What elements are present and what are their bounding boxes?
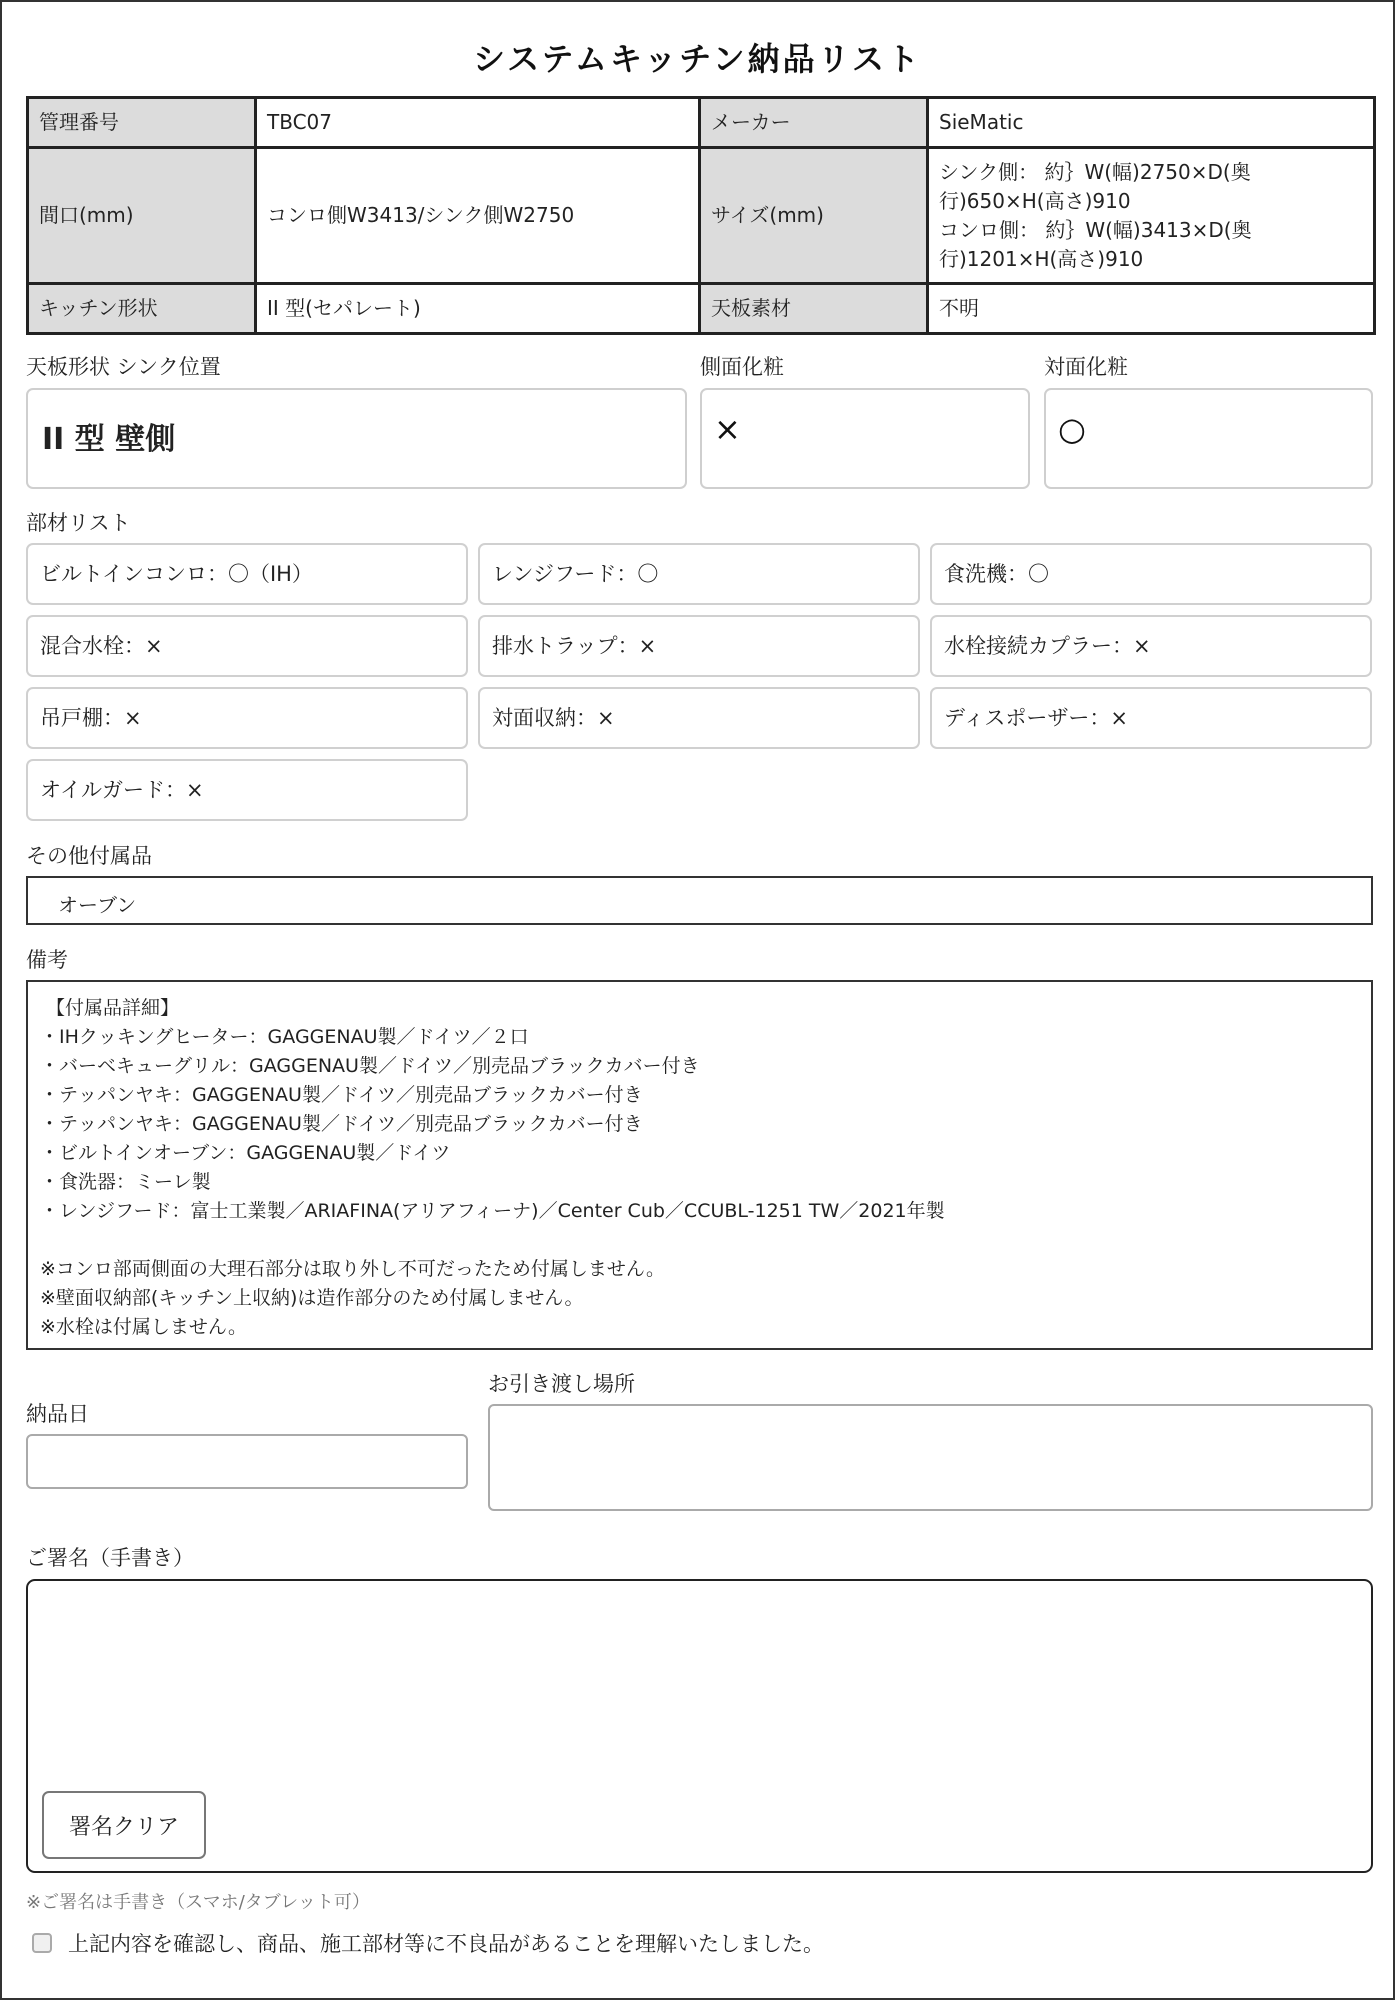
shape-label: キッチン形状 [28, 284, 256, 334]
delivery-place-input[interactable] [488, 1404, 1373, 1511]
maguchi-value: コンロ側W3413/シンク側W2750 [256, 148, 700, 284]
agreement-row[interactable] [32, 1928, 824, 1958]
agreement-checkbox[interactable] [32, 1933, 52, 1953]
part-item: 排水トラップ：× [478, 615, 920, 677]
note-line: ・ビルトインオーブン：GAGGENAU製／ドイツ [40, 1142, 451, 1164]
kanri-label: 管理番号 [28, 98, 256, 148]
part-item: 吊戸棚：× [26, 687, 468, 749]
note-line: ・レンジフード：富士工業製／ARIAFINA(アリアフィーナ)／Center Cub／CCUBL-1251 TW／2021年製 [40, 1200, 945, 1222]
accessories-label: その他付属品 [26, 844, 152, 868]
size-line: シンク側： 約｝W(幅)2750×D(奥 [939, 159, 1251, 184]
delivery-place-label: お引き渡し場所 [488, 1372, 635, 1396]
side-value: × [714, 410, 741, 448]
front-box [1044, 388, 1373, 489]
note-line [40, 1226, 1359, 1255]
part-item: 混合水栓：× [26, 615, 468, 677]
tenban-value: II 型 壁側 [42, 422, 176, 457]
shape-value: II 型(セパレート) [256, 284, 700, 334]
note-line: ・食洗器：ミーレ製 [40, 1171, 211, 1193]
info-row-shape [28, 284, 1375, 334]
clear-signature-button[interactable]: 署名クリア [42, 1791, 206, 1859]
note-line: ・バーベキューグリル：GAGGENAU製／ドイツ／別売品ブラックカバー付き [40, 1055, 700, 1077]
size-line: コンロ側： 約｝W(幅)3413×D(奥 [939, 217, 1252, 242]
info-table [26, 96, 1376, 335]
tenban-box [26, 388, 687, 489]
delivery-date-input[interactable] [26, 1434, 468, 1489]
front-label: 対面化粧 [1044, 355, 1128, 379]
signature-pad[interactable] [26, 1579, 1373, 1873]
part-item: ビルトインコンロ：〇（IH） [26, 543, 468, 605]
notes-box [26, 980, 1373, 1350]
top-material-value: 不明 [928, 284, 1375, 334]
signature-hint: ※ご署名は手書き（スマホ/タブレット可） [26, 1892, 370, 1913]
side-label: 側面化粧 [700, 355, 784, 379]
note-line: ※壁面収納部(キッチン上収納)は造作部分のため付属しません。 [40, 1287, 584, 1309]
delivery-date-label: 納品日 [26, 1402, 89, 1426]
part-item: ディスポーザー：× [930, 687, 1372, 749]
info-row-maguchi [28, 148, 1375, 284]
parts-label: 部材リスト [26, 511, 131, 535]
note-line: ・テッパンヤキ：GAGGENAU製／ドイツ／別売品ブラックカバー付き [40, 1084, 643, 1106]
top-material-label: 天板素材 [700, 284, 928, 334]
note-line: 【付属品詳細】 [40, 997, 180, 1019]
accessories-box [26, 876, 1373, 925]
part-item: オイルガード：× [26, 759, 468, 821]
maker-value: SieMatic [928, 98, 1375, 148]
info-row-kanri [28, 98, 1375, 148]
signature-label: ご署名（手書き） [26, 1546, 194, 1570]
note-line: ※コンロ部両側面の大理石部分は取り外し不可だったため付属しません。 [40, 1258, 666, 1280]
accessories-value: オーブン [58, 893, 137, 917]
side-box [700, 388, 1030, 489]
notes-label: 備考 [26, 948, 68, 972]
part-item: 対面収納：× [478, 687, 920, 749]
size-line: 行)1201×H(高さ)910 [939, 246, 1144, 271]
note-line: ※水栓は付属しません。 [40, 1316, 248, 1338]
note-line: ・IHクッキングヒーター：GAGGENAU製／ドイツ／２口 [40, 1026, 529, 1048]
size-value [928, 148, 1375, 284]
tenban-label: 天板形状 シンク位置 [26, 355, 221, 379]
maker-label: メーカー [700, 98, 928, 148]
agreement-text: 上記内容を確認し、商品、施工部材等に不良品があることを理解いたしました。 [68, 1932, 824, 1956]
part-item: 食洗機：〇 [930, 543, 1372, 605]
kanri-value: TBC07 [256, 98, 700, 148]
front-value: ○ [1058, 410, 1086, 448]
size-label: サイズ(mm) [700, 148, 928, 284]
part-item: レンジフード：〇 [478, 543, 920, 605]
size-line: 行)650×H(高さ)910 [939, 188, 1131, 213]
note-line: ・テッパンヤキ：GAGGENAU製／ドイツ／別売品ブラックカバー付き [40, 1113, 643, 1135]
page-title: システムキッチン納品リスト [473, 40, 922, 78]
part-item: 水栓接続カプラー：× [930, 615, 1372, 677]
maguchi-label: 間口(mm) [28, 148, 256, 284]
